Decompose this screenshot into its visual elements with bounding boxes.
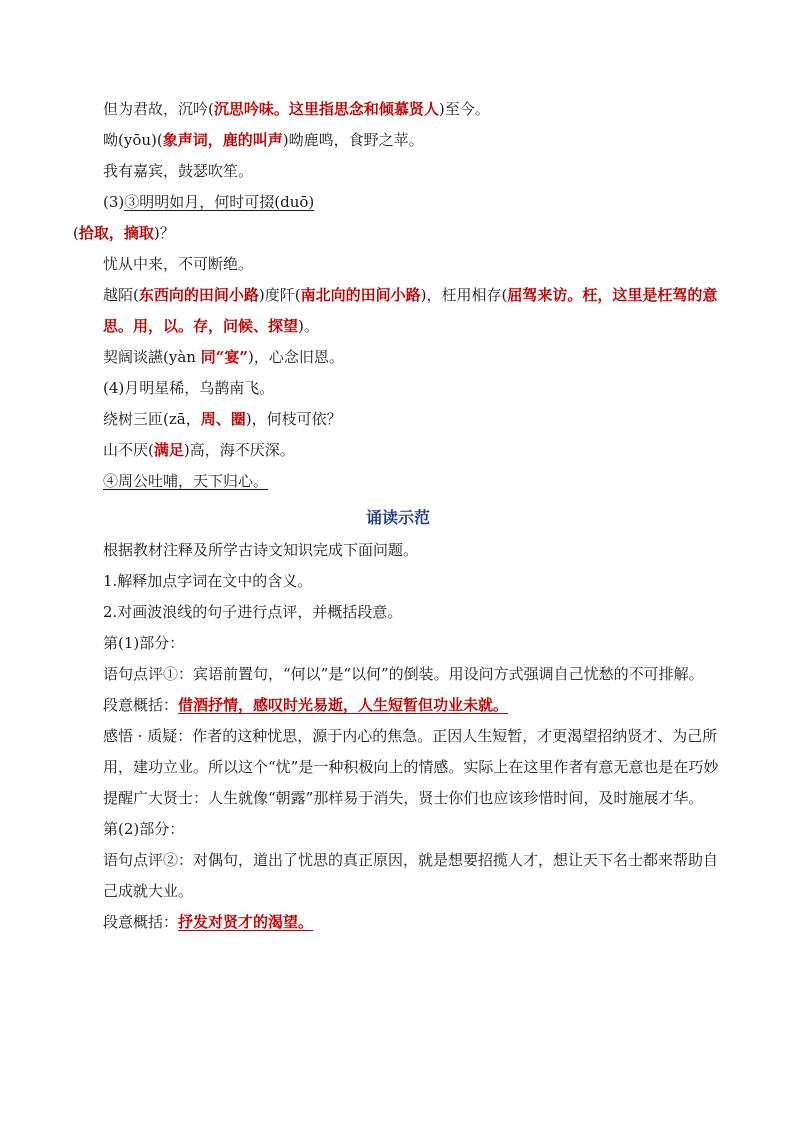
body-text: 感悟 · 质疑：作者的这种忧思，源于内心的焦急。正因人生短暂，才更渴望招纳贤才、为己所用，建功立业。所以这个“忧”是一种积极向上的情感。实际上在这里作者有意无意也是在巧妙提醒广大贤士：人生就像“朝露”那样易于消失，贤士你们也应该珍惜时间，及时施展才华。 xyxy=(103,727,719,807)
body-text: 第(2)部分： xyxy=(103,820,185,838)
body-text: 第(1)部分： xyxy=(103,634,185,652)
annotation-text: ④周公吐哺，天下归心。 xyxy=(103,472,269,490)
body-text: 忧从中来，不可断绝。 xyxy=(103,255,254,273)
body-text: 语句点评②：对偶句，道出了忧思的真正原因，就是想要招揽人才，想让天下名士都来帮助自己成就大业。 xyxy=(103,851,719,900)
task-2 xyxy=(73,597,723,628)
annotation-text: 抒发对贤才的渴望。 xyxy=(178,913,314,931)
body-text: 段意概括： xyxy=(103,696,179,714)
body-text: 呦(yōu)( xyxy=(103,131,163,149)
task-1 xyxy=(73,566,723,597)
body-text: )至今。 xyxy=(438,100,490,118)
annotation-text: 南北向的田间小路 xyxy=(300,286,421,304)
body-text: 1.解释加点字词在文中的含义。 xyxy=(103,572,313,590)
summary-2 xyxy=(73,907,723,938)
body-text: )呦鹿鸣，食野之苹。 xyxy=(282,131,424,149)
poem-line-10 xyxy=(73,435,723,466)
body-text: )高，海不厌深。 xyxy=(183,441,295,459)
body-text: 山不厌( xyxy=(103,441,154,459)
annotation-text: 周、圈 xyxy=(200,410,246,428)
body-text: (3) xyxy=(103,193,125,211)
annotation-text: 东西向的田间小路 xyxy=(138,286,259,304)
annotation-text: 借酒抒情，感叹时光易逝，人生短暂但功业未就。 xyxy=(178,696,509,714)
section-title: 诵读示范 xyxy=(365,508,430,527)
body-text: ( xyxy=(73,224,79,242)
poem-line-1 xyxy=(73,94,723,125)
poem-line-11 xyxy=(73,466,723,497)
poem-line-9 xyxy=(73,404,723,435)
body-text: (4)月明星稀，乌鹊南飞。 xyxy=(103,379,275,397)
poem-annotated-text xyxy=(73,94,723,497)
body-text: 语句点评①：宾语前置句，“何以”是“以何”的倒装。用设问方式强调自己忧愁的不可排解。 xyxy=(103,665,704,683)
body-text: 契阔谈讌(yàn xyxy=(103,348,201,366)
body-text: 2.对画波浪线的句子进行点评，并概括段意。 xyxy=(103,603,403,621)
body-text: 但为君故，沉吟( xyxy=(103,100,214,118)
part-2-heading xyxy=(73,814,723,845)
body-text: )，心念旧恩。 xyxy=(247,348,344,366)
poem-line-6 xyxy=(73,280,723,342)
body-text: 根据教材注释及所学古诗文知识完成下面问题。 xyxy=(103,541,419,559)
annotation-text: 拾取，摘取 xyxy=(78,224,154,242)
part-1-heading xyxy=(73,628,723,659)
annotation-text: 沉思吟味。这里指思念和倾慕贤人 xyxy=(213,100,439,118)
body-text: 越陌( xyxy=(103,286,139,304)
poem-line-3 xyxy=(73,156,723,187)
poem-line-4 xyxy=(73,187,723,218)
poem-line-5 xyxy=(73,249,723,280)
body-text: 我有嘉宾，鼓瑟吹笙。 xyxy=(103,162,254,180)
body-text: )。 xyxy=(298,317,319,335)
body-text: )度阡( xyxy=(258,286,301,304)
exercise-text xyxy=(73,535,723,938)
insight-1 xyxy=(73,721,723,814)
instruction xyxy=(73,535,723,566)
poem-line-7 xyxy=(73,342,723,373)
comment-2 xyxy=(73,845,723,907)
body-text: 段意概括： xyxy=(103,913,179,931)
comment-1 xyxy=(73,659,723,690)
body-text: )？ xyxy=(153,224,175,242)
annotation-text: ③明明如月，何时可掇(duō) xyxy=(124,193,315,211)
poem-line-2 xyxy=(73,125,723,156)
poem-line-8 xyxy=(73,373,723,404)
annotation-text: 屈驾来访。枉，这里是枉驾的意思。用，以。存，问候、探望 xyxy=(103,286,718,335)
poem-line-4-cont xyxy=(73,218,723,249)
document-content xyxy=(73,94,723,938)
summary-1 xyxy=(73,690,723,721)
annotation-text: 满足 xyxy=(153,441,184,459)
body-text: 绕树三匝(zā， xyxy=(103,410,201,428)
body-text: )，何枝可依？ xyxy=(245,410,342,428)
annotation-text: 同“宴” xyxy=(200,348,248,366)
body-text: )，枉用相存( xyxy=(420,286,508,304)
annotation-text: 象声词，鹿的叫声 xyxy=(162,131,283,149)
